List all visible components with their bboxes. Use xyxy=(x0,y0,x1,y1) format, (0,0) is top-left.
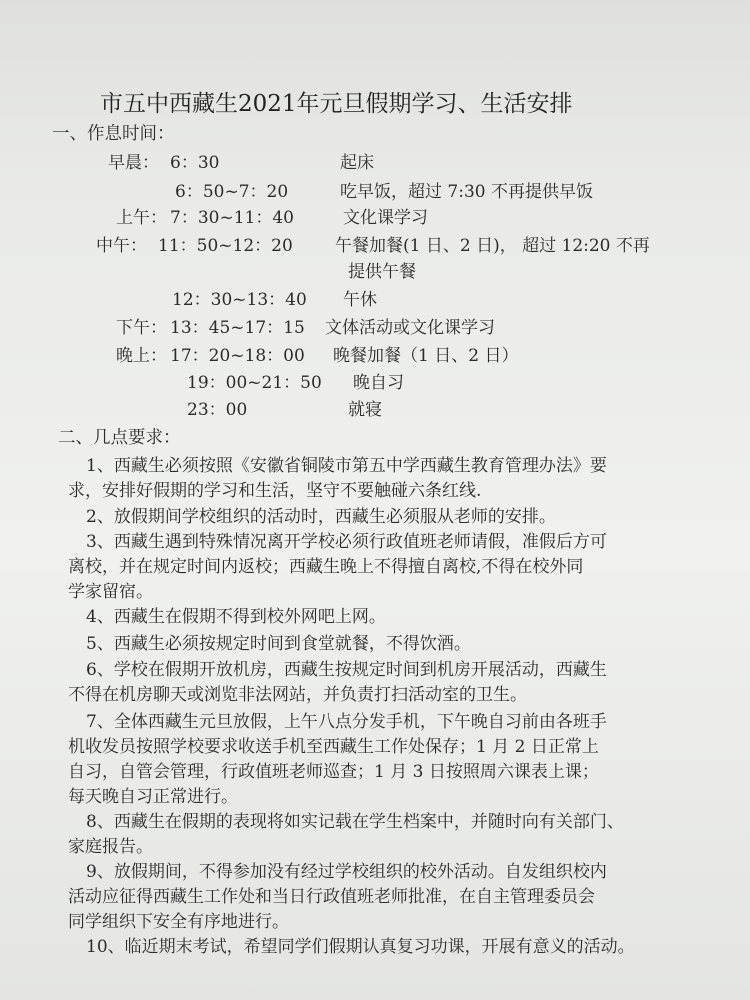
requirement-line: 5、西藏生必须按规定时间到食堂就餐，不得饮酒。 xyxy=(86,634,471,654)
requirement-line: 离校，并在规定时间内返校；西藏生晚上不得擅自离校,不得在校外同 xyxy=(68,557,584,577)
schedule-time: 11：50~12：20 xyxy=(158,236,293,256)
schedule-activity: 文体活动或文化课学习 xyxy=(325,318,495,338)
requirement-item xyxy=(68,810,726,860)
requirement-line: 2、放假期间学校组织的活动时，西藏生必须服从老师的安排。 xyxy=(86,507,556,527)
requirement-line: 家庭报告。 xyxy=(68,837,153,857)
requirement-line: 求，安排好假期的学习和生活，坚守不要触碰六条红线. xyxy=(68,481,482,501)
schedule-activity: 起床 xyxy=(340,153,374,173)
requirement-line: 3、西藏生遇到特殊情况离开学校必须行政值班老师请假，准假后方可 xyxy=(86,532,607,552)
requirement-item xyxy=(68,454,726,504)
requirement-line: 不得在机房聊天或浏览非法网站，并负责打扫活动室的卫生。 xyxy=(68,685,527,705)
requirement-line: 6、学校在假期开放机房，西藏生按规定时间到机房开展活动，西藏生 xyxy=(86,660,607,680)
requirement-item xyxy=(86,632,726,657)
requirement-item xyxy=(86,605,726,630)
requirement-line: 活动应征得西藏生工作处和当日行政值班老师批准，在自主管理委员会 xyxy=(68,887,595,907)
requirement-item xyxy=(68,860,726,935)
requirement-item xyxy=(68,658,726,708)
schedule-activity: 文化课学习 xyxy=(343,208,428,228)
requirement-line: 1、西藏生必须按照《安徽省铜陵市第五中学西藏生教育管理办法》要 xyxy=(86,456,607,476)
requirement-line: 机收发员按照学校要求收送手机至西藏生工作处保存；1 月 2 日正常上 xyxy=(68,737,599,757)
schedule-activity: 午餐加餐(1 日、2 日)， 超过 12:20 不再 xyxy=(335,236,650,256)
requirement-line: 4、西藏生在假期不得到校外网吧上网。 xyxy=(86,607,386,627)
section-heading-requirements: 二、几点要求： xyxy=(58,428,181,448)
requirement-line: 7、全体西藏生元旦放假，上午八点分发手机，下午晚自习前由各班手 xyxy=(86,712,607,732)
schedule-activity: 午休 xyxy=(343,290,377,310)
requirement-line: 同学组织下安全有序地进行。 xyxy=(68,912,289,932)
schedule-activity: 晚餐加餐（1 日、2 日） xyxy=(333,346,519,366)
section-heading-schedule: 一、作息时间： xyxy=(52,124,175,144)
schedule-activity: 吃早饭，超过 7:30 不再提供早饭 xyxy=(340,182,593,202)
requirement-item xyxy=(68,530,726,605)
schedule-time: 17：20~18：00 xyxy=(170,346,305,366)
requirement-line: 8、西藏生在假期的表现将如实记载在学生档案中，并随时向有关部门、 xyxy=(86,812,624,832)
schedule-time: 23：00 xyxy=(187,400,248,420)
schedule-time: 6：50~7：20 xyxy=(175,182,289,202)
schedule-activity: 晚自习 xyxy=(353,373,404,393)
page-title: 市五中西藏生2021年元旦假期学习、生活安排 xyxy=(100,91,573,117)
schedule-time: 6：30 xyxy=(170,153,220,173)
requirement-line: 每天晚自习正常进行。 xyxy=(68,787,238,807)
requirement-item xyxy=(86,505,726,530)
schedule-period: 上午： xyxy=(116,208,167,228)
schedule-period: 晚上： xyxy=(116,346,167,366)
schedule-period: 中午： xyxy=(96,236,147,256)
schedule-time: 13：45~17：15 xyxy=(170,318,305,338)
requirement-line: 自习，自管会管理，行政值班老师巡查；1 月 3 日按照周六课表上课； xyxy=(68,762,599,782)
requirement-item xyxy=(68,710,726,810)
schedule-time: 12：30~13：40 xyxy=(172,290,307,310)
schedule-period: 下午： xyxy=(116,318,167,338)
requirement-line: 9、放假期间，不得参加没有经过学校组织的校外活动。自发组织校内 xyxy=(86,862,607,882)
schedule-activity: 就寝 xyxy=(348,400,382,420)
requirement-line: 10、临近期末考试，希望同学们假期认真复习功课，开展有意义的活动。 xyxy=(86,937,635,957)
requirement-line: 学家留宿。 xyxy=(68,582,153,602)
schedule-time: 19：00~21：50 xyxy=(187,373,322,393)
requirement-item xyxy=(86,935,726,960)
schedule-time: 7：30~11：40 xyxy=(170,208,294,228)
schedule-period: 早晨： xyxy=(108,153,159,173)
schedule-activity-continued: 提供午餐 xyxy=(348,262,416,282)
